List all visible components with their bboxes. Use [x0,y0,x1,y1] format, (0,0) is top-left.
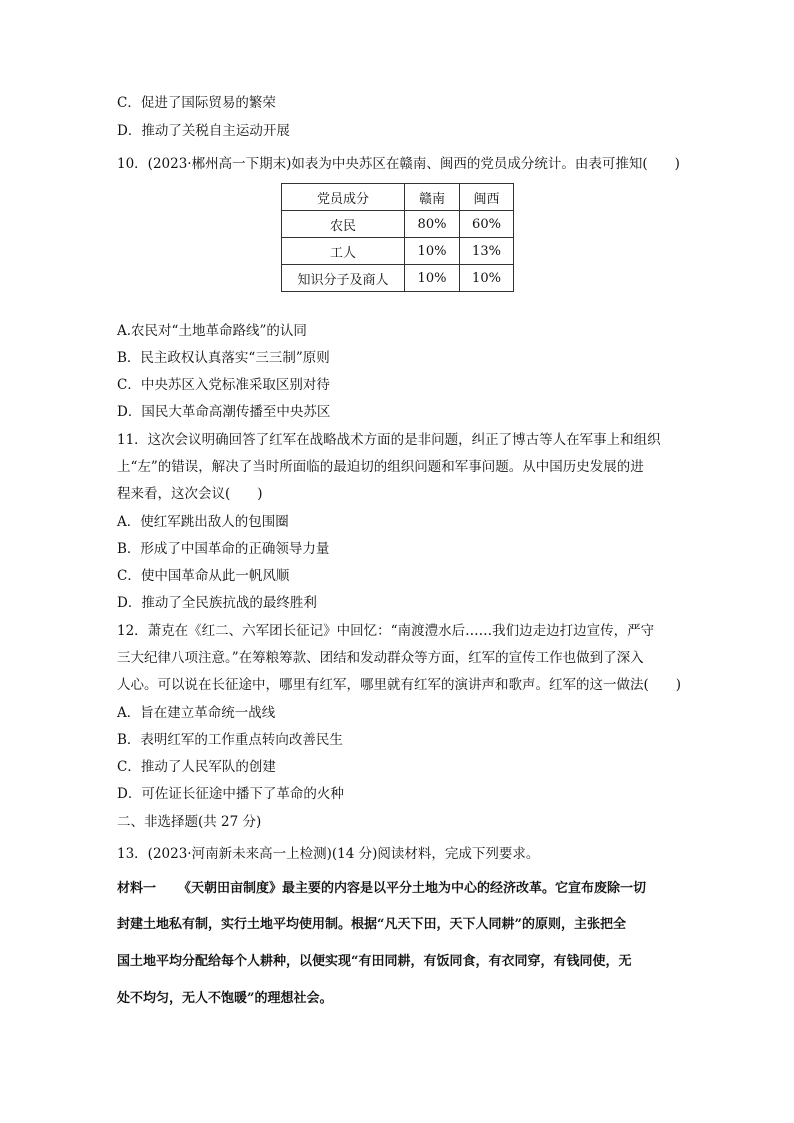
q11-stem-line3: 程来看，这次会议( ) [117,486,263,502]
q10-option-c: C．中央苏区入党标准采取区别对待 [117,377,330,393]
q12-option-d: D．可佐证长征途中播下了革命的火种 [117,786,344,802]
table-cell: 10% [405,265,460,292]
table-cell: 农民 [282,211,405,238]
material-text: 《天朝田亩制度》最主要的内容是以平分土地为中心的经济改革。它宣布废除一切 [178,881,647,896]
table-header-cell: 赣南 [405,184,460,211]
q12-stem-line1: 12．萧克在《红二、六军团长征记》中回忆：“南渡澧水后……我们边走边打边宣传，严守 [117,623,655,639]
table-header-cell: 党员成分 [282,184,405,211]
q10-option-b: B．民主政权认真落实“三三制”原则 [117,350,330,366]
table-header-row [282,184,514,211]
table-row [282,211,514,238]
table-cell: 知识分子及商人 [282,265,405,292]
q10-option-d: D．国民大革命高潮传播至中央苏区 [117,404,331,420]
table-cell: 60% [460,211,514,238]
table-cell: 10% [405,238,460,265]
table-cell: 80% [405,211,460,238]
table-cell: 10% [460,265,514,292]
party-member-table [281,183,514,292]
table-row [282,265,514,292]
q10-option-a: A.农民对“土地革命路线”的认同 [117,323,307,339]
table-cell: 工人 [282,238,405,265]
q12-stem-line2: 三大纪律八项注意。”在筹粮筹款、团结和发动群众等方面，红军的宣传工作也做到了深入 [117,650,644,666]
q12-option-a: A．旨在建立革命统一战线 [117,705,276,721]
q9-option-d: D．推动了关税自主运动开展 [117,123,290,139]
table-row [282,238,514,265]
q12-stem-line3: 人心。可以说在长征途中，哪里有红军，哪里就有红军的演讲声和歌声。红军的这一做法( ) [117,677,682,693]
material1-line2: 封建土地私有制，实行土地平均使用制。根据“凡天下田，天下人同耕”的原则，主张把全 [117,917,626,932]
q11-stem-line1: 11．这次会议明确回答了红军在战略战术方面的是非问题，纠正了博古等人在军事上和组织 [117,432,661,448]
q9-option-c: C．促进了国际贸易的繁荣 [117,95,276,111]
table-header-cell: 闽西 [460,184,514,211]
q12-option-b: B．表明红军的工作重点转向改善民生 [117,732,343,748]
material1-line3: 国土地平均分配给每个人耕种，以便实现“有田同耕，有饭同食，有衣同穿，有钱同使，无 [117,954,632,969]
material1-line4: 处不均匀，无人不饱暖”的理想社会。 [117,991,333,1006]
q11-option-c: C．使中国革命从此一帆风顺 [117,568,290,584]
table-cell: 13% [460,238,514,265]
q11-option-d: D．推动了全民族抗战的最终胜利 [117,595,317,611]
q10-stem: 10．(2023·郴州高一下期末)如表为中央苏区在赣南、闽西的党员成分统计。由表可推知( ) [117,156,680,172]
q11-option-b: B．形成了中国革命的正确领导力量 [117,541,330,557]
material1-line1 [117,880,687,898]
material-label: 材料一 [117,881,157,896]
q12-option-c: C．推动了人民军队的创建 [117,759,276,775]
q11-option-a: A．使红军跳出敌人的包围圈 [117,514,289,530]
q13-stem: 13．(2023·河南新未来高一上检测)(14 分)阅读材料，完成下列要求。 [117,846,540,862]
section-title: 二、非选择题(共 27 分) [117,814,262,830]
q11-stem-line2: 上“左”的错误，解决了当时所面临的最迫切的组织问题和军事问题。从中国历史发展的进 [117,459,644,475]
